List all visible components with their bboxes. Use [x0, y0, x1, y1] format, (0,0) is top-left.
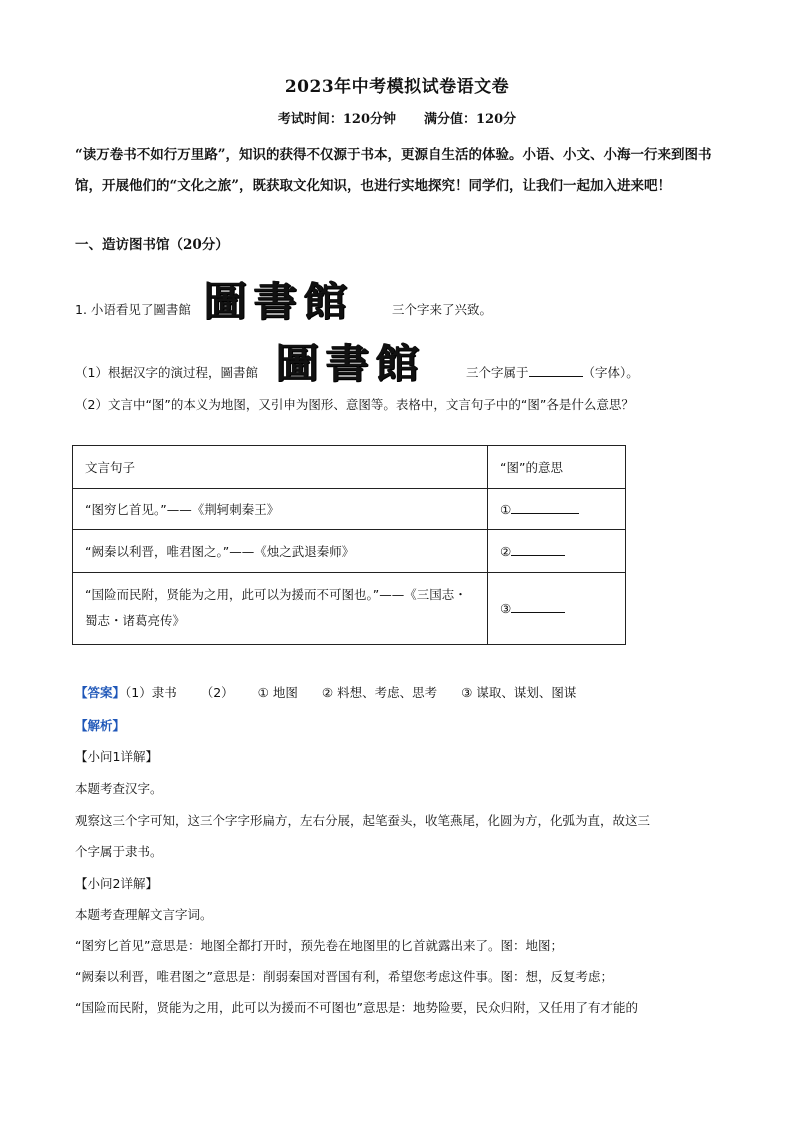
answer-line: [75, 683, 576, 701]
sub1-heading: 【小问1详解】: [75, 749, 158, 764]
q1-lead-text: 1. 小语看见了圖書館: [75, 302, 191, 317]
sub1-line3: 个字属于隶书。: [75, 844, 163, 859]
table-cell-sentence: “阙秦以利晋，唯君图之。”——《烛之武退秦师》: [73, 530, 488, 572]
table-cell-meaning: [488, 489, 626, 530]
question-1-lead: [75, 300, 191, 318]
sub2-heading: 【小问2详解】: [75, 876, 158, 891]
question-1-sub1: [75, 363, 258, 381]
sub2-line4: “国险而民附，贤能为之用，此可以为援而不可图也”意思是：地势险要，民众归附，又任用了有才能的: [75, 1000, 638, 1015]
answer-mark-1: ①: [257, 685, 269, 700]
answer-blank: [511, 501, 579, 514]
sub1-rest-text: 三个字属于: [466, 365, 529, 380]
sub1-end-text: （字体）。: [582, 365, 639, 380]
answer-mark-3: ③: [461, 685, 473, 700]
exam-time: 考试时间：120分钟: [277, 112, 396, 127]
sub2-line2: “图穷匕首见”意思是：地图全都打开时，预先卷在地图里的匕首就露出来了。图：地图；: [75, 938, 563, 953]
question-1-rest: 三个字来了兴致。: [392, 302, 493, 317]
answer-blank: [529, 364, 583, 377]
table-row: [73, 530, 626, 572]
sub2-line3: “阙秦以利晋，唯君图之”意思是：削弱秦国对晋国有利，希望您考虑这件事。图：想，反复考虑；: [75, 969, 613, 984]
section-heading: 一、造访图书馆（20分）: [75, 237, 229, 253]
answer-blank: [511, 543, 565, 556]
row-mark: ①: [500, 502, 512, 518]
table-cell-meaning: [488, 530, 626, 572]
question-1-sub2: （2）文言中“图”的本义为地图，又引申为图形、意图等。表格中，文言句子中的“图”各是什么意思？: [75, 397, 634, 412]
table-header-meaning: “图”的意思: [488, 446, 626, 489]
answer-item-1: 地图: [272, 685, 298, 700]
answer-part1: （1）隶书: [125, 685, 177, 700]
question-table: [72, 445, 626, 645]
answer-blank: [511, 600, 565, 613]
calligraphy-image-1: 圖書館: [203, 279, 353, 325]
table-row: [73, 572, 626, 644]
sub2-line1: 本题考查理解文言字词。: [75, 907, 213, 922]
sub1-line2: 观察这三个字可知，这三个字字形扁方，左右分展，起笔蚕头，收笔燕尾，化圆为方，化弧为直，故这三: [75, 813, 651, 828]
table-cell-sentence: “图穷匕首见。”——《荆轲刺秦王》: [73, 489, 488, 530]
row-mark: ③: [500, 601, 512, 617]
table-header-row: [73, 446, 626, 489]
full-score: 满分值：120分: [424, 112, 517, 127]
intro-paragraph: “读万卷书不如行万里路”，知识的获得不仅源于书本，更源自生活的体验。小语、小文、小海一行来到图书馆，开展他们的“文化之旅”，既获取文化知识，也进行实地探究！同学们，让我们一起加入进来吧！: [75, 147, 712, 194]
analysis-tag: 【解析】: [75, 718, 126, 733]
answer-tag: 【答案】: [75, 685, 126, 700]
row3-sentence: “国险而民附，贤能为之用，此可以为援而不可图也。”——《三国志・蜀志・诸葛亮传》: [85, 587, 467, 629]
page-title: 2023年中考模拟试卷语文卷: [284, 77, 510, 97]
sub1-lead-text: （1）根据汉字的演过程，圖書館: [75, 365, 258, 380]
answer-item-3: 谋取、谋划、图谋: [476, 685, 577, 700]
answer-item-2: 料想、考虑、思考: [337, 685, 438, 700]
table-cell-sentence: [73, 572, 488, 644]
answer-mark-2: ②: [321, 685, 334, 700]
question-1-sub1-rest: [466, 363, 639, 381]
answer-part2: （2）: [200, 685, 234, 700]
exam-info: [0, 108, 794, 127]
row-mark: ②: [500, 544, 512, 559]
calligraphy-image-2: 圖書館: [275, 341, 425, 387]
sub1-line1: 本题考查汉字。: [75, 781, 163, 796]
table-cell-meaning: [488, 572, 626, 644]
table-header-sentence: 文言句子: [73, 446, 488, 489]
table-row: [73, 489, 626, 530]
